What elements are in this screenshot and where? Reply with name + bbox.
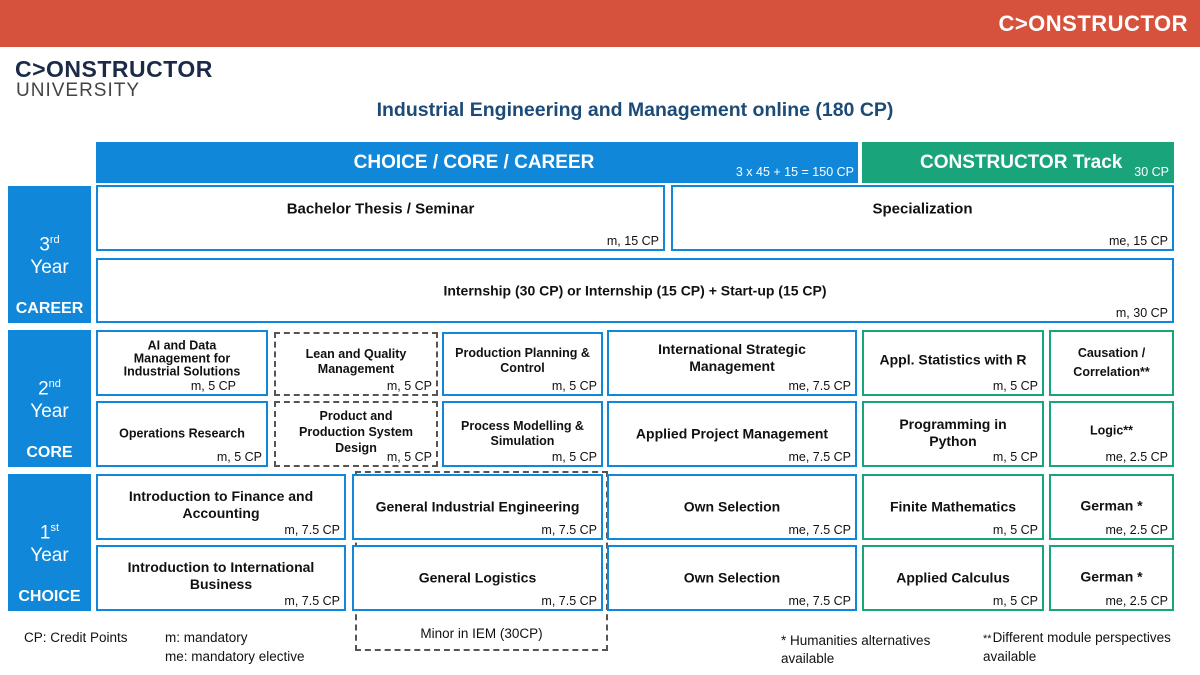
module-causation-correlation xyxy=(1049,330,1174,396)
module-name: Product and Production System Design xyxy=(299,409,413,456)
module-cp: m, 15 CP xyxy=(606,234,659,248)
module-name: Programming in Python xyxy=(899,415,1007,449)
year-word: Year xyxy=(30,257,69,278)
legend-mandatory: m: mandatory xyxy=(165,630,248,645)
module-process-modelling xyxy=(442,401,603,467)
module-name: Applied Project Management xyxy=(635,425,829,442)
module-cp: me, 2.5 CP xyxy=(1105,594,1168,608)
module-name: General Logistics xyxy=(418,569,537,586)
legend-perspectives-mark: ** xyxy=(983,633,992,645)
module-applied-calculus xyxy=(862,545,1044,611)
module-cp: m, 5 CP xyxy=(216,450,262,464)
module-cp: me, 7.5 CP xyxy=(788,450,851,464)
university-logo-line1: C>ONSTRUCTOR xyxy=(15,56,213,82)
module-cp: m, 5 CP xyxy=(386,450,432,464)
header-green-sub: 30 CP xyxy=(1134,165,1169,179)
module-logic xyxy=(1049,401,1174,467)
year-suffix: st xyxy=(50,522,60,534)
header-green-label: CONSTRUCTOR Track xyxy=(920,152,1123,173)
module-name: Own Selection xyxy=(683,569,781,586)
module-cp: m, 7.5 CP xyxy=(541,523,597,537)
module-name: Production Planning & Control xyxy=(455,346,590,375)
module-intro-international-business xyxy=(96,545,346,611)
page-title: Industrial Engineering and Management online (180 CP) xyxy=(376,99,894,121)
module-name: Operations Research xyxy=(119,426,245,441)
module-general-industrial-engineering xyxy=(352,474,603,540)
minor-iem-label: Minor in IEM (30CP) xyxy=(420,626,543,641)
module-cp: m, 5 CP xyxy=(992,379,1038,393)
module-programming-python xyxy=(862,401,1044,467)
university-logo-line2: UNIVERSITY xyxy=(16,80,141,101)
module-name: German * xyxy=(1080,568,1143,585)
year-1-label xyxy=(8,474,91,611)
module-name: Process Modelling & Simulation xyxy=(461,419,584,448)
module-name: Specialization xyxy=(872,200,973,218)
module-cp: m, 5 CP xyxy=(992,523,1038,537)
module-name: German * xyxy=(1080,497,1143,514)
legend-humanities: * Humanities alternatives available xyxy=(781,633,931,666)
module-cp: m, 5 CP xyxy=(386,379,432,393)
year-suffix: rd xyxy=(49,234,60,246)
module-name: Internship (30 CP) or Internship (15 CP) + Start-up (15 CP) xyxy=(443,282,827,298)
module-cp: me, 7.5 CP xyxy=(788,523,851,537)
module-cp: m, 7.5 CP xyxy=(541,594,597,608)
module-cp: me, 7.5 CP xyxy=(788,594,851,608)
module-cp: m, 5 CP xyxy=(992,594,1038,608)
year-number: 2 xyxy=(38,378,49,400)
module-production-planning xyxy=(442,332,603,396)
module-finite-mathematics xyxy=(862,474,1044,540)
module-cp: m, 5 CP xyxy=(992,450,1038,464)
year-2-label xyxy=(8,330,91,467)
module-specialization xyxy=(671,185,1174,251)
module-name: Applied Calculus xyxy=(896,569,1010,586)
banner-brand-logo: C>ONSTRUCTOR xyxy=(998,11,1188,36)
module-name: Introduction to International Business xyxy=(127,559,315,593)
module-cp: m, 7.5 CP xyxy=(284,594,340,608)
year-number: 3 xyxy=(39,234,50,256)
module-cp: m, 7.5 CP xyxy=(284,523,340,537)
module-bachelor-thesis xyxy=(96,185,665,251)
module-name: Bachelor Thesis / Seminar xyxy=(286,200,475,218)
module-name: Own Selection xyxy=(683,498,781,515)
module-lean-quality xyxy=(274,332,438,396)
year-suffix: nd xyxy=(48,378,61,390)
module-product-production-design xyxy=(274,401,438,467)
module-name: Introduction to Finance and Accounting xyxy=(128,488,314,522)
module-own-selection-2 xyxy=(607,545,857,611)
module-cp: me, 2.5 CP xyxy=(1105,523,1168,537)
module-german-2 xyxy=(1049,545,1174,611)
module-internship xyxy=(96,258,1174,323)
legend-perspectives-text: Different module perspectives available xyxy=(983,630,1171,664)
module-ai-data-management xyxy=(96,330,268,396)
module-cp: me, 15 CP xyxy=(1108,234,1168,248)
year-word: Year xyxy=(30,545,69,566)
module-operations-research xyxy=(96,401,268,467)
module-cp: m, 5 CP xyxy=(190,379,236,393)
module-name: Lean and Quality Management xyxy=(305,347,407,377)
module-name: Appl. Statistics with R xyxy=(879,351,1027,368)
module-cp: me, 7.5 CP xyxy=(788,379,851,393)
module-own-selection-1 xyxy=(607,474,857,540)
header-blue-label: CHOICE / CORE / CAREER xyxy=(353,152,595,173)
year-tag: CHOICE xyxy=(18,588,81,605)
year-word: Year xyxy=(30,401,69,422)
module-name: International Strategic Management xyxy=(658,341,806,375)
legend-perspectives xyxy=(983,629,1183,666)
module-intl-strategic-management xyxy=(607,330,857,396)
module-cp: m, 5 CP xyxy=(551,450,597,464)
module-appl-statistics xyxy=(862,330,1044,396)
module-name: AI and Data Management for Industrial Solutions xyxy=(123,338,241,379)
module-name: Causation / Correlation** xyxy=(1073,346,1150,379)
module-general-logistics xyxy=(352,545,603,611)
module-cp: me, 2.5 CP xyxy=(1105,450,1168,464)
year-3-label xyxy=(8,186,91,323)
module-german-1 xyxy=(1049,474,1174,540)
module-intro-finance-accounting xyxy=(96,474,346,540)
legend-credit-points: CP: Credit Points xyxy=(24,630,128,645)
module-name: Finite Mathematics xyxy=(889,498,1017,515)
year-tag: CORE xyxy=(26,444,73,461)
year-number: 1 xyxy=(39,522,51,544)
module-cp: m, 5 CP xyxy=(551,379,597,393)
header-choice-core-career xyxy=(96,142,858,183)
module-name: General Industrial Engineering xyxy=(375,498,580,515)
module-applied-project-management xyxy=(607,401,857,467)
header-constructor-track xyxy=(862,142,1174,183)
year-tag: CAREER xyxy=(15,300,84,317)
module-name: Logic** xyxy=(1089,423,1134,438)
legend-mandatory-elective: me: mandatory elective xyxy=(165,649,305,664)
header-blue-sub: 3 x 45 + 15 = 150 CP xyxy=(735,165,854,179)
module-cp: m, 30 CP xyxy=(1115,306,1168,320)
